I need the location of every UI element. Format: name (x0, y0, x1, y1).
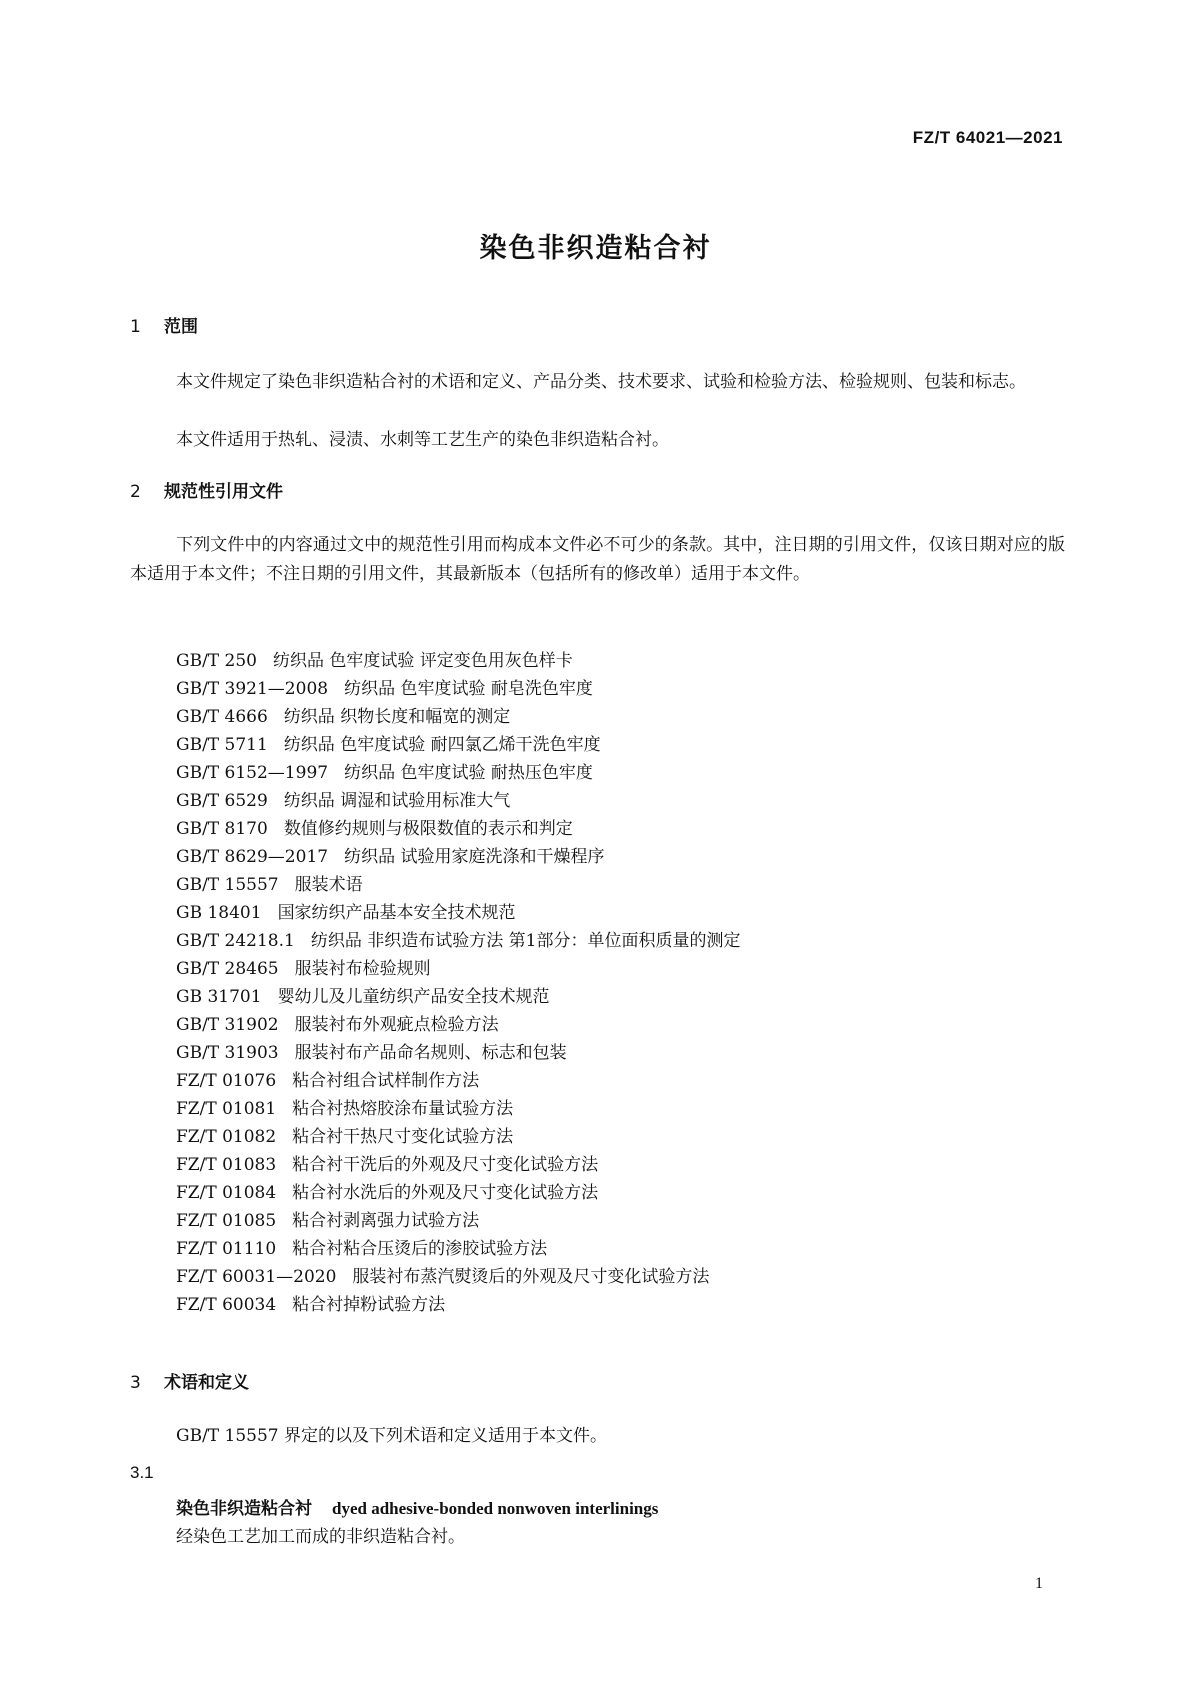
reference-code: FZ/T 60034 (176, 1295, 277, 1315)
reference-item (176, 1263, 740, 1291)
reference-code: GB/T 24218.1 (176, 931, 295, 951)
reference-code: FZ/T 01082 (176, 1127, 277, 1147)
reference-item (176, 675, 740, 703)
reference-code: FZ/T 01085 (176, 1211, 277, 1231)
reference-item (176, 1011, 740, 1039)
reference-code: FZ/T 60031—2020 (176, 1267, 337, 1287)
reference-title: 粘合衬热熔胶涂布量试验方法 (292, 1099, 514, 1119)
reference-item (176, 703, 740, 731)
reference-title: 粘合衬组合试样制作方法 (292, 1071, 480, 1091)
reference-item (176, 787, 740, 815)
reference-item (176, 1151, 740, 1179)
reference-item (176, 899, 740, 927)
reference-item (176, 647, 740, 675)
reference-item (176, 731, 740, 759)
section-2-intro-text: 下列文件中的内容通过文中的规范性引用而构成本文件必不可少的条款。其中，注日期的引用文件，仅该日期对应的版本适用于本文件；不注日期的引用文件，其最新版本（包括所有的修改单）适用于本文件。 (130, 535, 1065, 584)
reference-code: GB/T 31903 (176, 1043, 279, 1063)
section-2-number: 2 (130, 482, 141, 502)
reference-title: 粘合衬水洗后的外观及尺寸变化试验方法 (292, 1183, 599, 1203)
reference-code: GB/T 8170 (176, 819, 268, 839)
reference-item (176, 1067, 740, 1095)
section-1-heading (130, 312, 198, 337)
section-1-text-2: 本文件适用于热轧、浸渍、水刺等工艺生产的染色非织造粘合衬。 (176, 430, 669, 450)
reference-title: 服装衬布蒸汽熨烫后的外观及尺寸变化试验方法 (352, 1267, 710, 1287)
reference-title: 服装衬布外观疵点检验方法 (294, 1015, 499, 1035)
reference-item (176, 871, 740, 899)
reference-item (176, 1095, 740, 1123)
term-entry (176, 1494, 658, 1519)
section-2-intro (130, 531, 1065, 589)
reference-title: 纺织品 试验用家庭洗涤和干燥程序 (344, 847, 605, 867)
term-chinese: 染色非织造粘合衬 (176, 1499, 312, 1519)
reference-code: FZ/T 01084 (176, 1183, 277, 1203)
section-1-paragraph-2 (130, 426, 1065, 455)
reference-code: FZ/T 01110 (176, 1239, 277, 1259)
reference-code: GB/T 3921—2008 (176, 679, 329, 699)
reference-title: 粘合衬粘合压烫后的渗胶试验方法 (292, 1239, 548, 1259)
section-1-number: 1 (130, 317, 141, 337)
reference-code: GB/T 250 (176, 651, 257, 671)
reference-title: 数值修约规则与极限数值的表示和判定 (283, 819, 573, 839)
reference-title: 婴幼儿及儿童纺织产品安全技术规范 (277, 987, 550, 1007)
section-1-title: 范围 (164, 317, 198, 337)
reference-title: 纺织品 色牢度试验 耐热压色牢度 (344, 763, 593, 783)
reference-code: GB/T 15557 (176, 875, 279, 895)
reference-item (176, 1207, 740, 1235)
reference-item (176, 815, 740, 843)
section-2-heading (130, 477, 283, 502)
section-3-title: 术语和定义 (164, 1373, 249, 1393)
reference-item (176, 843, 740, 871)
section-1-paragraph-1 (130, 368, 1065, 397)
reference-code: FZ/T 01076 (176, 1071, 277, 1091)
reference-item (176, 759, 740, 787)
reference-code: GB/T 5711 (176, 735, 268, 755)
section-3-number: 3 (130, 1373, 141, 1393)
section-3-heading (130, 1368, 249, 1393)
reference-title: 粘合衬掉粉试验方法 (292, 1295, 446, 1315)
reference-item (176, 1291, 740, 1319)
reference-item (176, 1039, 740, 1067)
reference-title: 纺织品 调湿和试验用标准大气 (283, 791, 511, 811)
reference-item (176, 1179, 740, 1207)
section-2-title: 规范性引用文件 (164, 482, 283, 502)
page-number: 1 (1035, 1575, 1043, 1592)
reference-title: 粘合衬干洗后的外观及尺寸变化试验方法 (292, 1155, 599, 1175)
reference-title: 粘合衬干热尺寸变化试验方法 (292, 1127, 514, 1147)
term-english: dyed adhesive-bonded nonwoven interlinings (332, 1499, 659, 1518)
reference-title: 纺织品 非织造布试验方法 第1部分：单位面积质量的测定 (310, 931, 741, 951)
reference-title: 纺织品 色牢度试验 耐皂洗色牢度 (344, 679, 593, 699)
reference-item (176, 1123, 740, 1151)
reference-code: GB/T 8629—2017 (176, 847, 329, 867)
reference-item (176, 983, 740, 1011)
reference-item (176, 955, 740, 983)
reference-code: GB 31701 (176, 987, 262, 1007)
term-number: 3.1 (130, 1463, 154, 1482)
section-3-intro: GB/T 15557 界定的以及下列术语和定义适用于本文件。 (176, 1426, 608, 1446)
reference-title: 服装衬布检验规则 (294, 959, 431, 979)
reference-item (176, 1235, 740, 1263)
reference-title: 服装衬布产品命名规则、标志和包装 (294, 1043, 567, 1063)
reference-title: 国家纺织产品基本安全技术规范 (277, 903, 516, 923)
reference-code: GB/T 6152—1997 (176, 763, 329, 783)
reference-title: 服装术语 (294, 875, 363, 895)
reference-title: 纺织品 色牢度试验 耐四氯乙烯干洗色牢度 (283, 735, 601, 755)
reference-code: FZ/T 01081 (176, 1099, 277, 1119)
document-title: 染色非织造粘合衬 (479, 233, 712, 264)
reference-title: 纺织品 色牢度试验 评定变色用灰色样卡 (273, 651, 573, 671)
reference-code: GB/T 28465 (176, 959, 279, 979)
term-definition: 经染色工艺加工而成的非织造粘合衬。 (176, 1527, 465, 1547)
reference-code: GB 18401 (176, 903, 262, 923)
reference-code: FZ/T 01083 (176, 1155, 277, 1175)
section-1-text-1: 本文件规定了染色非织造粘合衬的术语和定义、产品分类、技术要求、试验和检验方法、检验规则、包装和标志。 (176, 372, 1026, 392)
normative-reference-list (176, 647, 740, 1319)
reference-title: 纺织品 织物长度和幅宽的测定 (283, 707, 511, 727)
reference-code: GB/T 6529 (176, 791, 268, 811)
reference-item (176, 927, 740, 955)
reference-code: GB/T 31902 (176, 1015, 279, 1035)
reference-title: 粘合衬剥离强力试验方法 (292, 1211, 480, 1231)
reference-code: GB/T 4666 (176, 707, 268, 727)
standard-number: FZ/T 64021—2021 (912, 128, 1063, 147)
